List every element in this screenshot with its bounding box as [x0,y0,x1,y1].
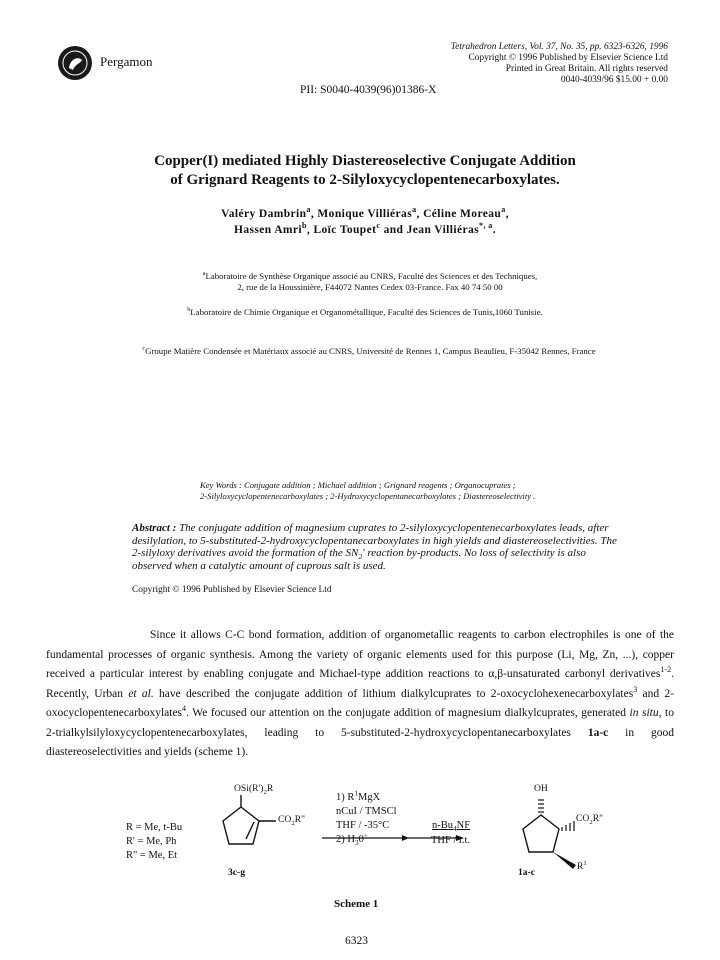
r1-substituent [577,861,587,872]
author-name: Valéry Dambrin [221,208,307,220]
body-segment: . We focused our attention on the conjugate addition of magnesium dialkylcuprates, generated [186,707,630,719]
compound-label: 1a-c [587,726,609,739]
affiliation-a [150,271,590,293]
body-text [46,626,674,763]
separator: , [505,208,509,220]
condition-step-1 [336,788,397,805]
affiliation-a-line-2: 2, rue de la Houssinière, F44072 Nantes Cedex 03-France. Fax 40 74 50 00 [237,282,503,292]
label-sub: 2 [589,818,593,826]
body-segment: and 2-oxocyclopentenecarboxylates [46,687,674,719]
separator: , [310,208,315,220]
condition-step-1c: THF / -35°C [336,820,390,831]
author-name: Jean Villiéras [406,224,480,236]
author-name: Monique Villiéras [317,208,413,220]
publisher-name: Pergamon [100,54,153,69]
condition-step-1b: nCuI / TMSCl [336,806,397,817]
separator: , [416,208,420,220]
r-prime-definition: R' = Me, Ph [126,836,177,847]
cyclopentene-ring [223,795,276,844]
cyclopentane-ring [523,815,559,852]
r-double-prime-definition: R" = Me, Et [126,850,178,861]
osi-group [234,783,273,794]
affiliation-mark: a [306,205,311,215]
abstract-text: The conjugate addition of magnesium cuprates to 2-silyloxycyclopentenecarboxylates leads, after desilylation, to 5-substituted-2-hydroxycyclopentanecarboxylates in high yields and diastereoselectivities. The 2-silyloxy derivatives avoid the formation of the SN [132,522,617,559]
affiliation-mark: b [302,221,307,231]
label-text: NF [456,820,471,831]
body-italic: in situ [629,707,659,719]
page-number: 6323 [345,935,368,947]
label-text: MgX [358,792,381,803]
label-text: CO [576,813,590,824]
affiliation-mark: a [412,205,417,215]
affiliation-b-text: Laboratoire de Chimie Organique et Organométallique, Faculté des Sciences de Tunis,1060 Tunisie. [190,307,543,317]
label-text: OSi(R') [234,783,264,794]
scheme-caption: Scheme 1 [334,898,379,910]
label-text: 0 [358,834,364,845]
abstract-sub: 2 [358,552,363,562]
label-text: R [266,783,274,794]
label-text: 2) H [336,834,355,845]
reference-mark: 3 [633,684,638,694]
affiliation-mark: c [376,221,381,231]
abstract-label: Abstract : [132,522,177,534]
label-text: 1) R [336,792,355,803]
r-definition: R = Me, t-Bu [126,822,183,833]
compound-label-3c-g: 3c-g [228,867,246,878]
label-sub: 2 [291,819,295,827]
body-segment: . Recently, Urban [46,668,674,700]
affiliation-a-line-1: Laboratoire de Synthèse Organique associé au CNRS, Faculté des Sciences et des Techniques, [205,271,538,281]
hashed-bond-oh [538,800,544,812]
condition-step-2 [336,830,397,848]
label-text: R [577,861,584,872]
affiliation-c [64,346,674,357]
deprotection-reagent [432,819,470,833]
separator: , [306,224,311,236]
paper-title [100,152,630,190]
journal-printed: Printed in Great Britain. All rights reserved [505,64,668,74]
reaction-conditions [336,788,397,848]
affiliation-mark: *, a [479,221,493,231]
affiliation-mark: c [142,346,146,353]
affiliation-c-text: Groupe Matière Condensée et Matériaux associé au CNRS, Université de Rennes 1, Campus Beaulieu, F-35042 Rennes, France [145,346,596,356]
scheme-1 [46,785,674,895]
reference-mark: 4 [182,704,187,714]
body-segment: in good diastereoselectivities and yields (scheme 1). [46,726,674,758]
wedge-bond-r1 [553,852,576,869]
ester-group-right [576,813,603,824]
label-sup: 1 [354,788,359,798]
ester-group-left [278,814,305,825]
label-sub: 2 [263,788,267,796]
author-name: Céline Moreau [423,208,502,220]
and-word: and [383,224,404,236]
label-text: R" [294,814,306,825]
author-name: Loïc Toupet [313,224,377,236]
label-sup: 1 [583,859,587,867]
compound-label-1a-c: 1a-c [518,867,536,878]
affiliation-mark: a [501,205,506,215]
deprotection-conditions: THF / r.t. [431,835,471,846]
keywords-line-2: 2-Silyloxycyclopentenecarboxylates ; 2-Hydroxycyclopentanecarboxylates ; Diastereoselectivity . [200,491,536,501]
abstract [132,522,626,572]
label-text: CO [278,814,292,825]
paragraph [46,626,674,763]
arrowhead-1 [402,835,409,841]
label-sub: 4 [453,824,457,834]
hydroxyl-group: OH [534,783,548,794]
label-text: R" [592,813,604,824]
reference-mark: 1-2 [660,665,672,675]
title-line-2: of Grignard Reagents to 2-Silyloxycyclopentenecarboxylates. [170,172,560,188]
separator: . [492,224,496,236]
label-text: n-Bu [432,820,453,831]
pergamon-logo-icon [58,46,92,80]
journal-copyright: Copyright © 1996 Published by Elsevier Science Ltd [468,53,668,63]
journal-info [451,42,668,86]
label-sub: 3 [354,838,359,848]
hashed-bond-ester [562,821,574,831]
affiliation-b [120,307,610,318]
body-segment: Since it allows C-C bond formation, addition of organometallic reagents to carbon electrophiles is one of the fundamental processes of organic synthesis. Among the variety of organic elements used for this purpose (Li, Mg, Zn, ...), copper received a particular interest by enabling conjugate and Michael-type addition reactions to α,β-unsaturated carbonyl derivatives [46,629,674,680]
author-line-2 [130,222,600,238]
journal-citation: Tetrahedron Letters, Vol. 37, No. 35, pp. 6323-6326, 1996 [450,42,668,52]
journal-issn: 0040-4039/96 $15.00 + 0.00 [560,75,668,85]
label-sup: + [363,830,369,840]
keywords [200,480,650,502]
author-list [130,206,600,238]
body-segment: have described the conjugate addition of lithium dialkylcuprates to 2-oxocyclohexenecarboxylates [153,687,634,700]
abstract-copyright: Copyright © 1996 Published by Elsevier Science Ltd [132,585,332,595]
body-segment: , to 2-trialkylsilyloxycyclopentenecarboxylates, leading to 5-substituted-2-hydroxycyclopentanecarboxylates [46,707,674,739]
affiliation-mark: a [202,271,206,278]
abstract-text-2: ' reaction by-products. No loss of selectivity is also observed when a catalytic amount of cuprous salt is used. [132,547,586,572]
affiliation-mark: b [187,307,191,314]
title-line-1: Copper(I) mediated Highly Diastereoselective Conjugate Addition [154,153,576,169]
pii: PII: S0040-4039(96)01386-X [300,84,437,96]
author-line-1 [130,206,600,222]
author-name: Hassen Amri [234,224,302,236]
body-italic: et al. [128,687,154,700]
keywords-line-1: Key Words : Conjugate addition ; Michael addition ; Grignard reagents ; Organocuprates ; [200,480,516,490]
